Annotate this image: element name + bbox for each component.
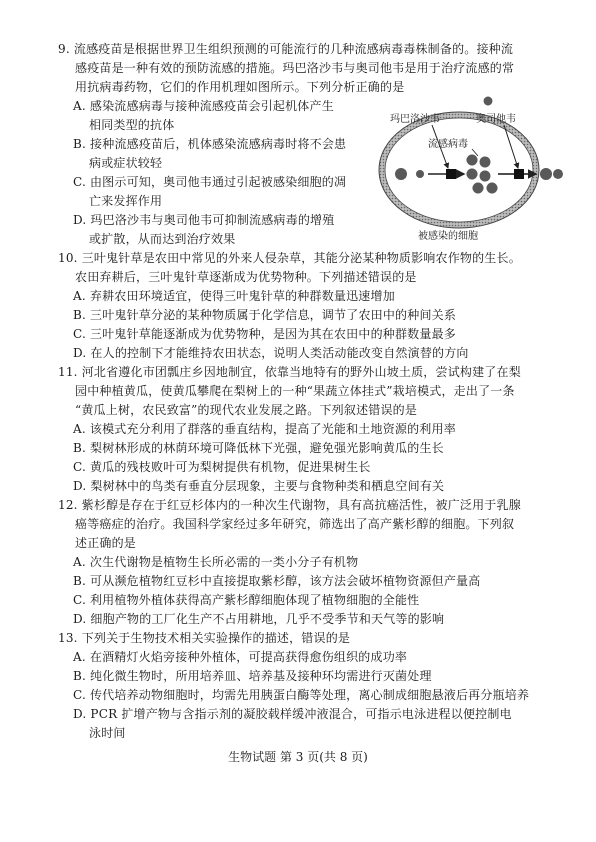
block-mark-drug1 [446,169,456,179]
q9-stem-line-2: 感疫苗是一种有效的预防流感的措施。玛巴洛沙韦与奥司他韦是用于治疗流感的常 [75,61,515,75]
q12-stem-line-3: 述正确的是 [75,536,137,550]
virus-particle [395,168,407,180]
q9-figure-svg [376,92,564,242]
q10-option-b: B. 三叶鬼针草分泌的某种物质属于化学信息，调节了农田中的种间关系 [73,308,457,322]
q11-stem-line-2: 园中种植黄瓜，使黄瓜攀爬在梨树上的一种“果蔬立体挂式”栽培模式，走出了一条 [75,384,515,398]
q13-option-d-cont: 泳时间 [89,726,126,740]
q12-stem-line-1: 12. 紫杉醇是存在于红豆杉体内的一种次生代谢物，具有高抗癌活性，被广泛用于乳腺 [58,498,521,512]
label-drug1: 玛巴洛沙韦 [390,114,440,125]
virus-particle [540,168,552,180]
question-13 [58,629,558,743]
q13-option-d: D. PCR 扩增产物与含指示剂的凝胶载样缓冲液混合，可指示电泳进程以便控制电 [73,707,512,721]
label-virus: 流感病毒 [428,139,468,150]
q9-option-b-cont: 病或症状较轻 [89,156,163,170]
virus-particle [416,170,424,178]
q9-option-a: A. 感染流感病毒与接种流感疫苗会引起机体产生 [73,99,334,113]
question-11 [58,363,558,496]
q11-option-a: A. 该模式充分利用了群落的垂直结构，提高了光能和土地资源的利用率 [73,422,456,436]
q9-option-d: D. 玛巴洛沙韦与奥司他韦可抑制流感病毒的增殖 [73,213,335,227]
q13-option-b: B. 纯化微生物时，所用培养皿、培养基及接种环均需进行灭菌处理 [73,669,432,683]
q12-option-b: B. 可从濒危植物红豆杉中直接提取紫杉醇，该方法会破坏植物资源但产量高 [73,574,481,588]
q12-option-c: C. 利用植物外植体获得高产紫杉醇细胞体现了植物细胞的全能性 [73,593,420,607]
q9-option-b: B. 接种流感疫苗后，机体感染流感病毒时将不会患 [73,137,347,151]
q11-stem-line-1: 11. 河北省遵化市团瓢庄乡因地制宜，依靠当地特有的野外山坡土质，尝试构建了在梨 [58,365,521,379]
q9-option-a-cont: 相同类型的抗体 [89,118,175,132]
page-footer: 生物试题 第 3 页(共 8 页) [228,750,368,764]
q13-option-c: C. 传代培养动物细胞时，均需先用胰蛋白酶等处理，离心制成细胞悬液后再分瓶培养 [73,688,530,702]
q12-stem-line-2: 癌等癌症的治疗。我国科学家经过多年研究，筛选出了高产紫杉醇的细胞。下列叙 [75,517,515,531]
q9-option-d-cont: 或扩散，从而达到治疗效果 [89,232,236,246]
virus-particle [553,169,563,179]
q10-stem-line-2: 农田弃耕后，三叶鬼针草逐渐成为优势物种。下列描述错误的是 [75,270,417,284]
q10-stem-line-1: 10. 三叶鬼针草是农田中常见的外来人侵杂草，其能分泌某种物质影响农作物的生长。 [58,251,521,265]
q11-option-b: B. 梨树林形成的林荫环境可降低林下光强，避免强光影响黄瓜的生长 [73,441,444,455]
label-infected-cell: 被感染的细胞 [418,231,478,242]
q13-stem-line-1: 13. 下列关于生物技术相关实验操作的描述，错误的是 [58,631,351,645]
q11-option-c: C. 黄瓜的残枝败叶可为梨树提供有机物，促进果树生长 [73,460,371,474]
label-drug2: 奥司他韦 [476,114,516,125]
virus-particle [467,169,478,180]
q9-figure-infected-cell-diagram [376,92,564,242]
q10-option-a: A. 弃耕农田环境适宜，使得三叶鬼针草的种群数量迅速增加 [73,289,395,303]
virus-particle [480,157,491,168]
question-10 [58,249,558,363]
virus-particle [487,183,498,194]
q11-stem-line-3: “黄瓜上树，农民致富”的现代农业发展之路。下列叙述错误的是 [75,403,418,417]
q13-option-a: A. 在酒精灯火焰旁接种外植体，可提高获得愈伤组织的成功率 [73,650,408,664]
drug-molecule-icon [484,97,493,106]
block-mark-drug2 [514,169,524,179]
virus-particle [480,171,491,182]
virus-particle [467,155,478,166]
q9-option-c: C. 由图示可知，奥司他韦通过引起被感染细胞的凋 [73,175,347,189]
q10-option-c: C. 三叶鬼针草能逐渐成为优势物种，是因为其在农田中的种群数量最多 [73,327,456,341]
cell-interior [385,118,533,222]
q12-option-a: A. 次生代谢物是植物生长所必需的一类小分子有机物 [73,555,359,569]
question-12 [58,496,558,629]
q9-option-c-cont: 亡来发挥作用 [89,194,163,208]
q9-stem-line-1: 9. 流感疫苗是根据世界卫生组织预测的可能流行的几种流感病毒毒株制备的。接种流 [58,42,514,56]
q9-stem-line-3: 用抗病毒药物，它们的作用机理如图所示。下列分析正确的是 [75,80,405,94]
q12-option-d: D. 细胞产物的工厂化生产不占用耕地，几乎不受季节和天气等的影响 [73,612,445,626]
q10-option-d: D. 在人的控制下才能维持农田状态，说明人类活动能改变自然演替的方向 [73,346,469,360]
virus-particle [473,183,484,194]
q11-option-d: D. 梨树林中的鸟类有垂直分层现象，主要与食物种类和栖息空间有关 [73,479,445,493]
